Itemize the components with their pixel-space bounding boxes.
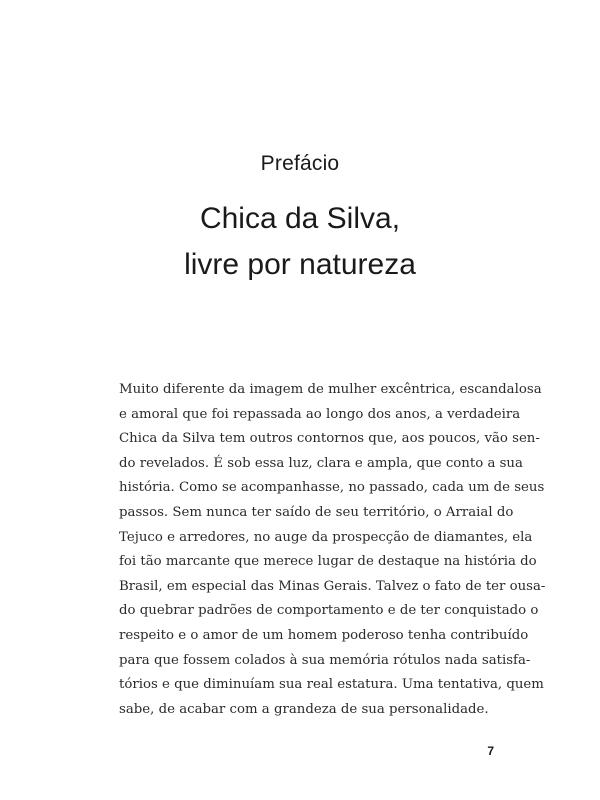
paragraph-line: e amoral que foi repassada ao longo dos anos, a verdadeira: [119, 406, 521, 422]
paragraph-line: tórios e que diminuíam sua real estatura. Uma tentativa, quem: [119, 677, 544, 693]
page-number: 7: [487, 744, 494, 758]
chapter-title: [0, 196, 600, 288]
paragraph-line: Muito diferente da imagem de mulher excêntrica, escandalosa: [119, 382, 542, 397]
paragraph-line: Brasil, em especial das Minas Gerais. Talvez o fato de ter ousa-: [119, 578, 546, 594]
body-paragraph: [119, 378, 546, 722]
chapter-title-line-1: Chica da Silva,: [199, 202, 401, 235]
paragraph-line: foi tão marcante que merece lugar de destaque na história do: [119, 554, 537, 570]
paragraph-line: passos. Sem nunca ter saído de seu território, o Arraial do: [119, 504, 514, 520]
paragraph-line: história. Como se acompanhasse, no passado, cada um de seus: [119, 480, 545, 496]
paragraph-line: para que fossem colados à sua memória rótulos nada satisfa-: [119, 652, 531, 668]
section-kicker: Prefácio: [260, 152, 340, 175]
paragraph-line: do revelados. É sob essa luz, clara e ampla, que conto a sua: [119, 455, 523, 471]
paragraph-line: Chica da Silva tem outros contornos que, aos poucos, vão sen-: [119, 431, 540, 447]
chapter-title-line-2: livre por natureza: [184, 248, 416, 281]
paragraph-line: respeito e o amor de um homem poderoso tenha contribuído: [119, 627, 529, 643]
paragraph-line: Tejuco e arredores, no auge da prospecção de diamantes, ela: [119, 529, 533, 545]
paragraph-line: do quebrar padrões de comportamento e de ter conquistado o: [119, 603, 539, 619]
paragraph-line: sabe, de acabar com a grandeza de sua personalidade.: [119, 701, 489, 717]
